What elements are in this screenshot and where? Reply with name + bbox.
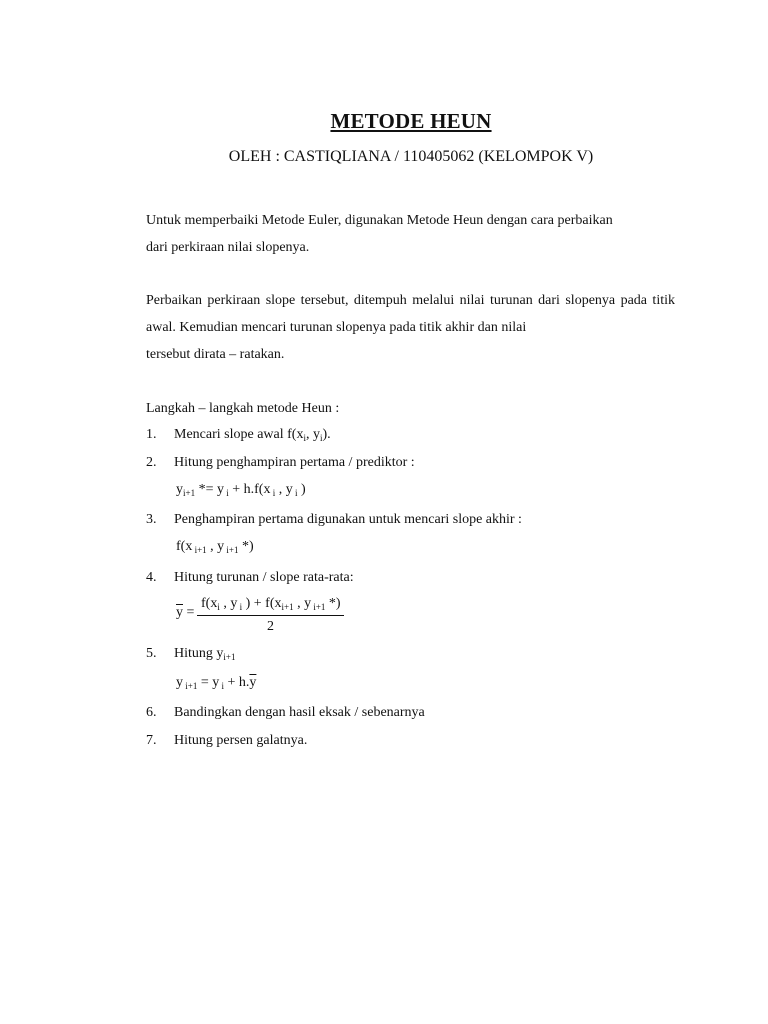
author-line: OLEH : CASTIQLIANA / 110405062 (KELOMPOK V) xyxy=(228,148,594,165)
slope-end-formula xyxy=(176,539,254,555)
step-1-sub-b: i xyxy=(319,433,323,443)
step-1-sub-a: i xyxy=(303,433,306,443)
predictor-sub-4: i xyxy=(292,488,298,498)
step-number: 2. xyxy=(146,455,157,470)
explanation-line-2: pada titik awal. Kemudian mencari turunan slopenya pada titik akhir dan nilai xyxy=(146,293,675,335)
corrector-h: + h. xyxy=(224,675,250,690)
step-number: 5. xyxy=(146,646,157,661)
slope-end-sub-2: i+1 xyxy=(224,545,239,555)
predictor-rest: + h.f(x xyxy=(228,482,271,497)
step-3-text: Penghampiran pertama digunakan untuk mencari slope akhir : xyxy=(174,512,522,527)
step-number: 1. xyxy=(146,427,157,442)
step-5-sub: i+1 xyxy=(223,652,236,662)
step-7-text: Hitung persen galatnya. xyxy=(174,733,308,748)
num-sub-2: i xyxy=(237,602,243,612)
num-sub-3: i+1 xyxy=(281,602,294,612)
intro-line-2: dari perkiraan nilai slopenya. xyxy=(146,240,310,255)
fraction-bar xyxy=(197,615,344,616)
y-bar: $\overline{y}$ xyxy=(176,605,183,620)
average-eq: = xyxy=(183,605,195,620)
predictor-sub-2: i xyxy=(223,488,229,498)
corrector-formula xyxy=(176,675,256,691)
slope-end-sub-1: i+1 xyxy=(192,545,207,555)
step-number: 6. xyxy=(146,705,157,720)
step-1-part-c: ). xyxy=(322,427,331,442)
predictor-formula xyxy=(176,482,306,498)
slope-end-c: *) xyxy=(238,539,254,554)
document-title: METODE HEUN xyxy=(330,109,492,133)
average-lhs xyxy=(176,605,194,621)
num-sub-4: i+1 xyxy=(311,602,326,612)
explanation-line-1: Perbaikan perkiraan slope tersebut, ditempuh melalui nilai turunan dari slopenya xyxy=(146,293,616,308)
steps-heading: Langkah – langkah metode Heun : xyxy=(146,401,340,416)
predictor-sub-1: i+1 xyxy=(183,488,196,498)
step-6-text: Bandingkan dengan hasil eksak / sebenarnya xyxy=(174,705,425,720)
step-number: 7. xyxy=(146,733,157,748)
intro-line-1: Untuk memperbaiki Metode Euler, digunakan Metode Heun dengan cara perbaikan xyxy=(146,213,613,228)
predictor-close: ) xyxy=(297,482,306,497)
step-5-text xyxy=(174,646,235,662)
intro-paragraph xyxy=(146,207,675,261)
average-numerator xyxy=(201,596,341,612)
num-b: , y xyxy=(219,596,238,611)
predictor-sub-3: i xyxy=(270,488,276,498)
slope-end-a: f(x xyxy=(176,539,193,554)
num-sub-1: i xyxy=(217,602,220,612)
num-e: *) xyxy=(325,596,341,611)
corrector-sub-1: i+1 xyxy=(183,681,198,691)
step-1-text xyxy=(174,427,331,443)
step-number: 3. xyxy=(146,512,157,527)
average-denominator: 2 xyxy=(267,619,274,634)
step-5-label: Hitung y xyxy=(174,646,224,661)
corrector-y-bar: $\overline{y}$ xyxy=(249,675,257,690)
predictor-comma: , y xyxy=(275,482,293,497)
predictor-eq: *= y xyxy=(195,482,224,497)
num-a: f(x xyxy=(201,596,218,611)
explanation-line-3: tersebut dirata – ratakan. xyxy=(146,347,285,362)
step-1-part-b: , y xyxy=(305,427,320,442)
num-c: ) + f(x xyxy=(242,596,282,611)
step-number: 4. xyxy=(146,570,157,585)
step-1-part-a: Mencari slope awal f(x xyxy=(174,427,304,442)
corrector-sub-2: i xyxy=(219,681,224,691)
step-2-text: Hitung penghampiran pertama / prediktor : xyxy=(174,455,415,470)
slope-end-b: , y xyxy=(206,539,225,554)
corrector-y: y xyxy=(176,675,183,690)
step-4-text: Hitung turunan / slope rata-rata: xyxy=(174,570,354,585)
predictor-y: y xyxy=(176,482,183,497)
corrector-eq: = y xyxy=(197,675,220,690)
num-d: , y xyxy=(293,596,312,611)
explanation-paragraph xyxy=(146,287,675,368)
